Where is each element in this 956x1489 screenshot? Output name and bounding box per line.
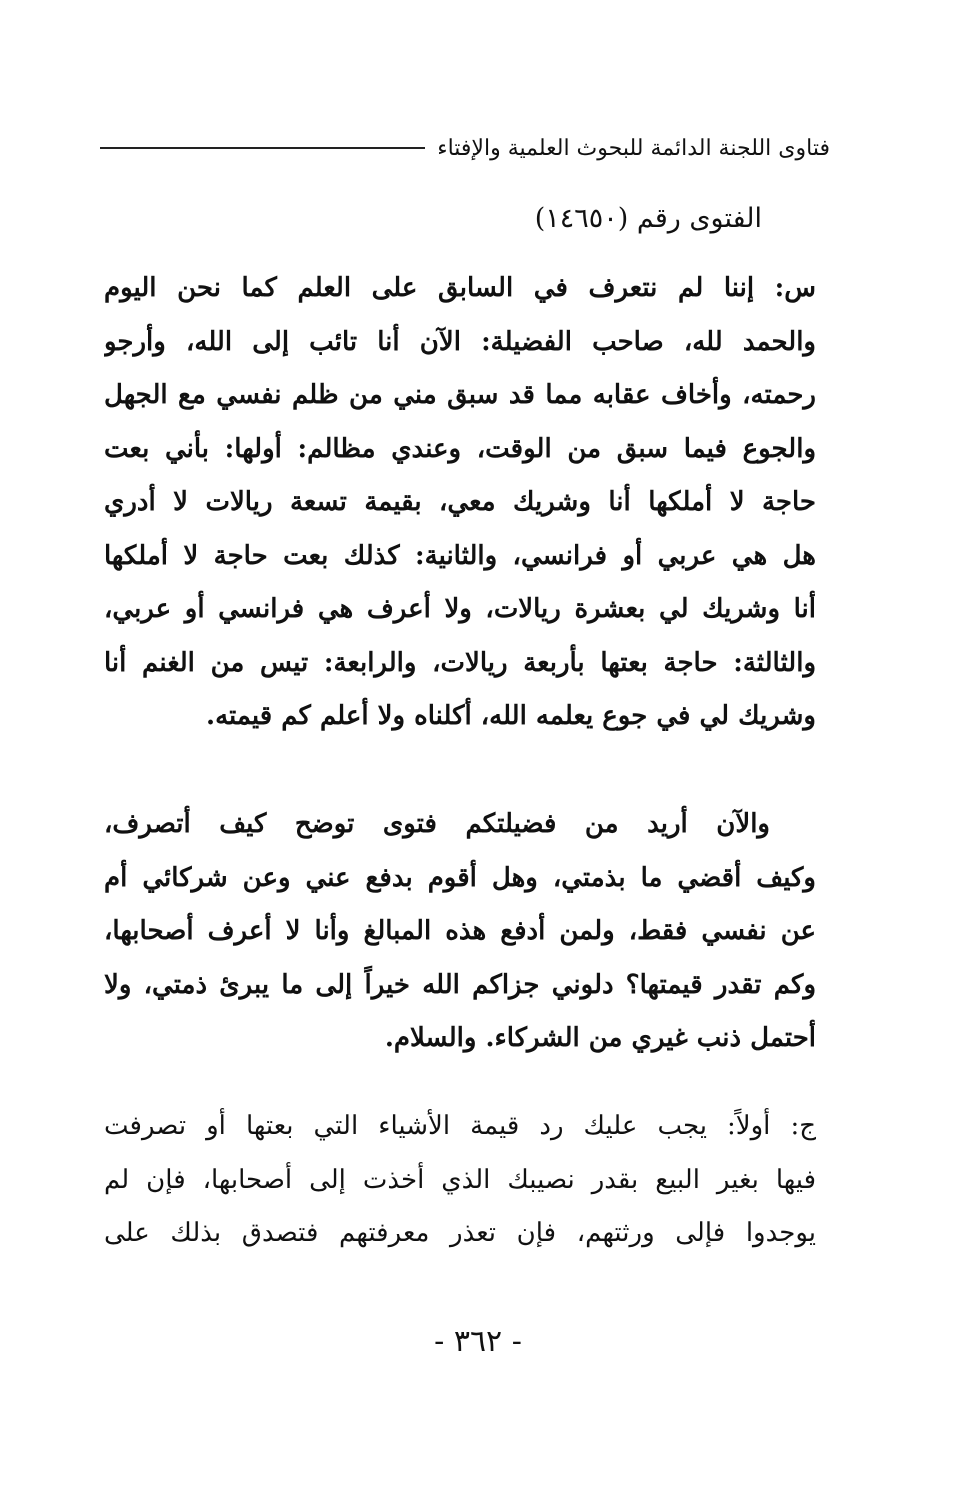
running-header: [100, 128, 830, 168]
question-line: أنا وشريك لي بعشرة ريالات، ولا أعرف هي فرانسي أو عربي،: [104, 594, 816, 624]
question-paragraph: [104, 262, 816, 744]
question-line: وشريك لي في جوع يعلمه الله، أكلناه ولا أعلم كم قيمته.: [206, 701, 816, 731]
question-line: والحمد لله، صاحب الفضيلة: الآن أنا تائب إلى الله، وأرجو: [104, 326, 816, 357]
question-line: أحتمل ذنب غيري من الشركاء. والسلام.: [384, 1023, 816, 1053]
question-line: رحمته، وأخاف عقابه مما قد سبق مني من ظلم نفسي مع الجهل: [104, 380, 816, 410]
question-line: س: إننا لم نتعرف في السابق على العلم كما نحن اليوم: [104, 273, 816, 303]
question-continuation: [104, 798, 816, 1066]
question-line: حاجة لا أملكها أنا وشريك معي، بقيمة تسعة ريالات لا أدري: [104, 487, 816, 517]
question-line: هل هي عربي أو فرانسي، والثانية: كذلك بعت حاجة لا أملكها: [104, 540, 816, 571]
answer-line: ج: أولاً: يجب عليك رد قيمة الأشياء التي بعتها أو تصرفت: [104, 1111, 816, 1141]
question-line: وكم تقدر قيمتها؟ دلوني جزاكم الله خيراً إلى ما يبرئ ذمتي، ولا: [104, 969, 816, 1000]
question-line: والثالثة: حاجة بعتها بأربعة ريالات، والرابعة: تيس من الغنم أنا: [104, 647, 816, 678]
fatwa-number: الفتوى رقم (١٤٦٥٠): [534, 203, 762, 234]
answer-paragraph: [104, 1100, 816, 1261]
question-line: والآن أريد من فضيلتكم فتوى توضح كيف أتصرف،: [104, 809, 770, 839]
answer-line: فيها بغير البيع بقدر نصيبك الذي أخذت إلى أصحابها، فإن لم: [104, 1164, 816, 1195]
question-line: وكيف أقضي ما بذمتي، وهل أقوم بدفع عني وعن شركائي أم: [104, 862, 816, 893]
header-title: فتاوى اللجنة الدائمة للبحوث العلمية والإفتاء: [437, 135, 830, 161]
page-number: - ٣٦٢ -: [434, 1324, 522, 1359]
header-rule: [100, 147, 425, 149]
answer-line: يوجدوا فإلى ورثتهم، فإن تعذر معرفتهم فتصدق بذلك على: [104, 1218, 816, 1248]
question-line: عن نفسي فقط، ولمن أدفع هذه المبالغ وأنا لا أعرف أصحابها،: [104, 916, 816, 946]
question-line: والجوع فيما سبق من الوقت، وعندي مظالم: أولها: بأني بعت: [104, 433, 816, 464]
